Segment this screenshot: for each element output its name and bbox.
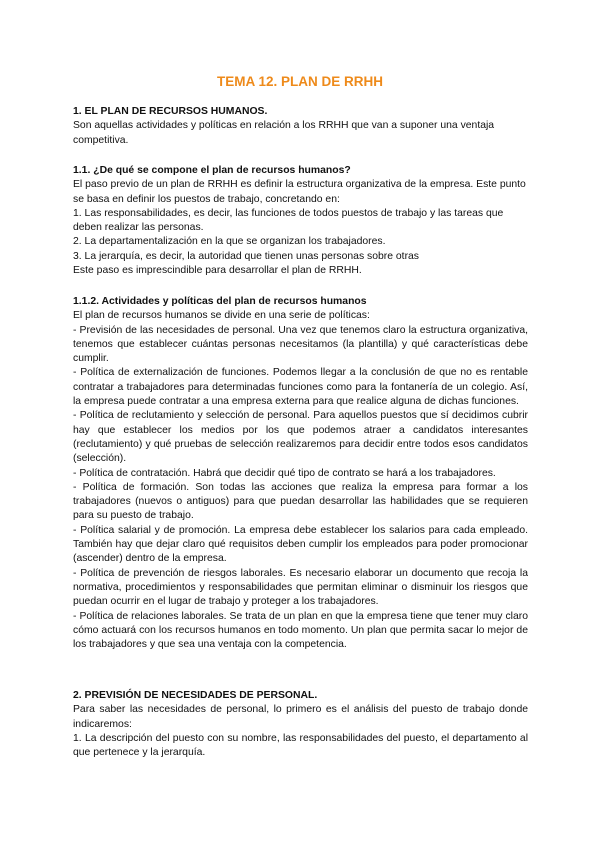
policy-item: - Política de externalización de funciones. Podemos llegar a la conclusión de que no es rentable contratar a trabajadores para determinadas funciones como para la fontanería de un colegio. Así, la empresa puede contratar a una empresa externa para que realice alguna de dichas funciones. — [73, 367, 528, 408]
section-1 — [73, 105, 528, 148]
list-item: 2. La departamentalización en la que se organizan los trabajadores. — [73, 236, 386, 248]
policy-item: - Política de relaciones laborales. Se trata de un plan en que la empresa tiene que tener muy claro cómo actuará con los recursos humanos en todo momento. Un plan que permita sacar lo mejor de los trabajadores y que sea una ventaja con la competencia. — [73, 610, 528, 651]
policy-item: - Política de contratación. Habrá que decidir qué tipo de contrato se hará a los trabajadores. — [73, 467, 496, 479]
policy-item: - Política de formación. Son todas las acciones que realiza la empresa para formar a los trabajadores (nuevos o antiguos) para que puedan desarrollar las habilidades que se requieren para su puesto de trabajo. — [73, 481, 528, 522]
section-1-1-2-intro: El plan de recursos humanos se divide en una serie de políticas: — [73, 310, 370, 322]
policy-item: - Política de reclutamiento y selección de personal. Para aquellos puestos que sí decidimos cubrir hay que establecer los medios por los que podemos atraer a candidatos interesantes (reclutamiento) y qué pruebas de selección realizaremos para decidir entre todos esos candidatos (selección). — [73, 410, 528, 465]
list-item: 3. La jerarquía, es decir, la autoridad que tienen unas personas sobre otras — [73, 250, 420, 262]
policy-item: - Política de prevención de riesgos laborales. Es necesario elaborar un documento que recoja la normativa, procedimientos y responsabilidades que permitan eliminar o disminuir los riesgos que puedan ocurrir en el lugar de trabajo y proteger a los trabajadores. — [73, 567, 528, 608]
section-1-text: Son aquellas actividades y políticas en relación a los RRHH que van a suponer una ventaja competitiva. — [73, 120, 495, 146]
section-1-1-heading: 1.1. ¿De qué se compone el plan de recursos humanos? — [73, 165, 351, 176]
list-item: 1. Las responsabilidades, es decir, las funciones de todos puestos de trabajo y las tareas que deben realizar las personas. — [73, 207, 504, 234]
section-2-intro: Para saber las necesidades de personal, lo primero es el análisis del puesto de trabajo donde indicaremos: — [73, 704, 528, 730]
section-1-heading: 1. EL PLAN DE RECURSOS HUMANOS. — [73, 106, 268, 117]
section-1-1-2 — [73, 295, 528, 652]
section-2 — [73, 689, 528, 760]
section-1-1-closing: Este paso es imprescindible para desarrollar el plan de RRHH. — [73, 265, 362, 277]
section-1-1-intro: El paso previo de un plan de RRHH es definir la estructura organizativa de la empresa. Este punto se basa en definir los puestos de trabajo, concretando en: — [73, 179, 526, 205]
section-1-1 — [73, 164, 528, 278]
section-2-heading: 2. PREVISIÓN DE NECESIDADES DE PERSONAL. — [73, 690, 318, 701]
policy-item: - Política salarial y de promoción. La empresa debe establecer los salarios para cada empleado. También hay que dejar claro qué requisitos deben cumplir los empleados para poder promocionar (ascender) dentro de la empresa. — [73, 524, 528, 565]
list-item: 1. La descripción del puesto con su nombre, las responsabilidades del puesto, el departamento al que pertenece y la jerarquía. — [73, 732, 528, 759]
section-1-1-2-heading: 1.1.2. Actividades y políticas del plan de recursos humanos — [73, 296, 367, 307]
document-title: TEMA 12. PLAN DE RRHH — [216, 74, 383, 89]
policy-item: - Previsión de las necesidades de personal. Una vez que tenemos claro la estructura organizativa, tenemos que establecer cuántas personas necesitamos (la plantilla) y qué características debe cumplir. — [73, 324, 528, 365]
